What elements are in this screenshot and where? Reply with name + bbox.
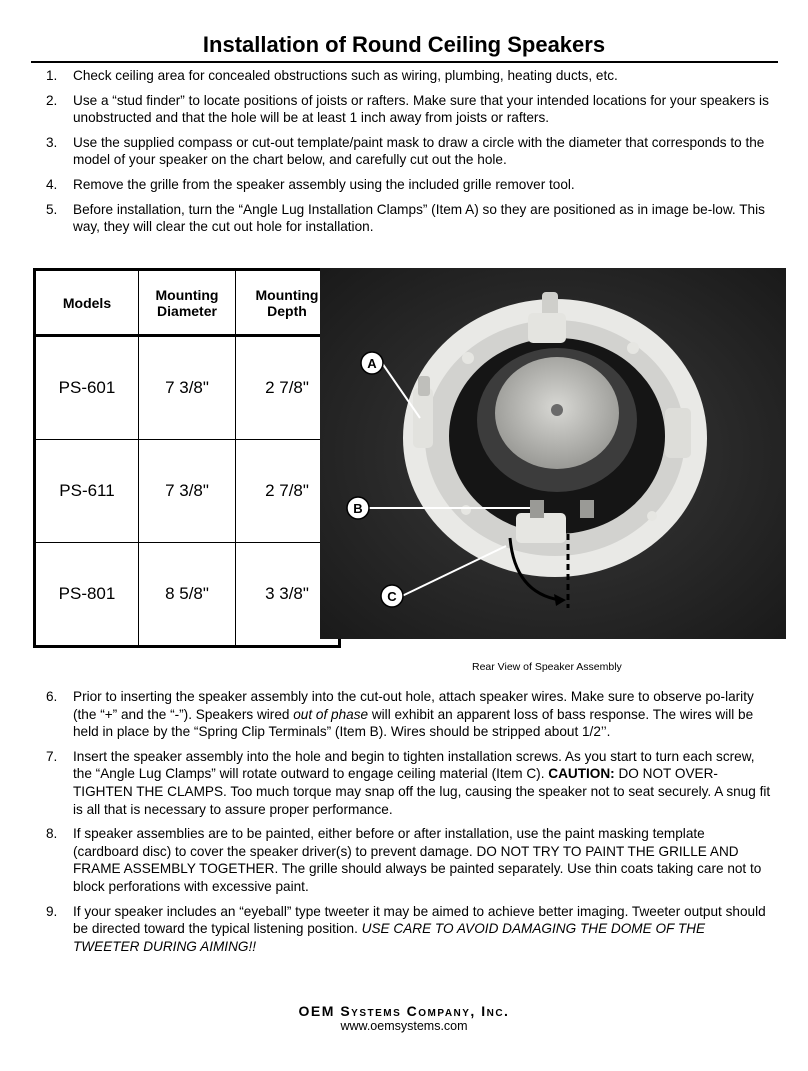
title-rule [31, 61, 778, 63]
cell-depth: 2 7/8" [236, 336, 340, 440]
cell-diameter: 8 5/8" [139, 543, 236, 647]
list-item: 1. Check ceiling area for concealed obstructions such as wiring, plumbing, heating ducts, etc. [46, 68, 618, 83]
steps-list-bottom [31, 688, 771, 955]
table-header-row [35, 270, 340, 336]
callout-a-label: A [367, 356, 377, 371]
list-item: 5. Before installation, turn the “Angle Lug Installation Clamps” (Item A) so they are positioned as in image be-low. This way, they will clear the cut out hole for installation. [46, 201, 765, 235]
cell-depth: 2 7/8" [236, 440, 340, 543]
models-table [33, 268, 341, 648]
header-diameter: Mounting Diameter [139, 270, 236, 336]
cell-model: PS-601 [35, 336, 139, 440]
speaker-photo [320, 268, 786, 639]
cell-diameter: 7 3/8" [139, 440, 236, 543]
list-item: 2. Use a “stud finder” to locate positions of joists or rafters. Make sure that your intended locations for your speakers is unobstructed and that the hole will be at least 1 inch away from joists or rafters. [46, 92, 769, 126]
page-title: Installation of Round Ceiling Speakers [202, 32, 606, 57]
list-item: 7. Insert the speaker assembly into the hole and begin to tighten installation screws. As you start to turn each screw, the “Angle Lug Clamps” will rotate outward to engage ceiling material (Item C). CAUTION: DO NOT OVER-TIGHTEN THE CLAMPS. Too much torque may snap off the lug, causing the speaker not to seat securely. A snug fit is all that is necessary to assure proper performance. [46, 748, 771, 817]
photo-caption: Rear View of Speaker Assembly [472, 661, 622, 673]
cell-depth: 3 3/8" [236, 543, 340, 647]
cell-diameter: 7 3/8" [139, 336, 236, 440]
table-row [35, 543, 340, 647]
lug [413, 388, 433, 448]
table-row [35, 440, 340, 543]
cell-model: PS-611 [35, 440, 139, 543]
cell-model: PS-801 [35, 543, 139, 647]
list-item: 9. If your speaker includes an “eyeball” type tweeter it may be aimed to achieve better imaging. Tweeter output should be directed toward the typical listening position. USE CARE TO AVOID DAMAGING THE DOME OF THE TWEETER DURING AIMING!! [46, 903, 766, 954]
steps-list-top [31, 67, 771, 236]
company-url[interactable]: www.oemsystems.com [340, 1019, 468, 1033]
list-item: 6. Prior to inserting the speaker assembly into the cut-out hole, attach speaker wires. Make sure to observe po-larity (the “+” and the “-”). Speakers wired out of phase will exhibit an apparent loss of bass response. The wires will be held in place by the “Spring Clip Terminals” (Item B). Wires should be stripped about 1/2’’. [46, 689, 754, 740]
callout-c-label: C [387, 589, 397, 604]
callout-b-label: B [353, 501, 363, 516]
header-depth: Mounting Depth [236, 270, 340, 336]
list-item: 8. If speaker assemblies are to be painted, either before or after installation, use the paint masking template (cardboard disc) to cover the speaker driver(s) to prevent damage. DO NOT TRY TO PAINT THE GRILLE AND FRAME ASSEMBLY TOGETHER. The grille should always be painted separately. Use thin coats taking care not to block perforations with excessive paint. [46, 826, 762, 894]
list-item: 3. Use the supplied compass or cut-out template/paint mask to draw a circle with the diameter that corresponds to the model of your speaker on the chart below, and carefully cut out the hole. [46, 134, 765, 168]
speaker-illustration [320, 268, 786, 639]
list-item: 4. Remove the grille from the speaker assembly using the included grille remover tool. [46, 176, 575, 192]
header-models: Models [35, 270, 139, 336]
table-row [35, 336, 340, 440]
company-name: OEM Systems Company, Inc. [298, 1003, 510, 1019]
lug [665, 408, 691, 458]
